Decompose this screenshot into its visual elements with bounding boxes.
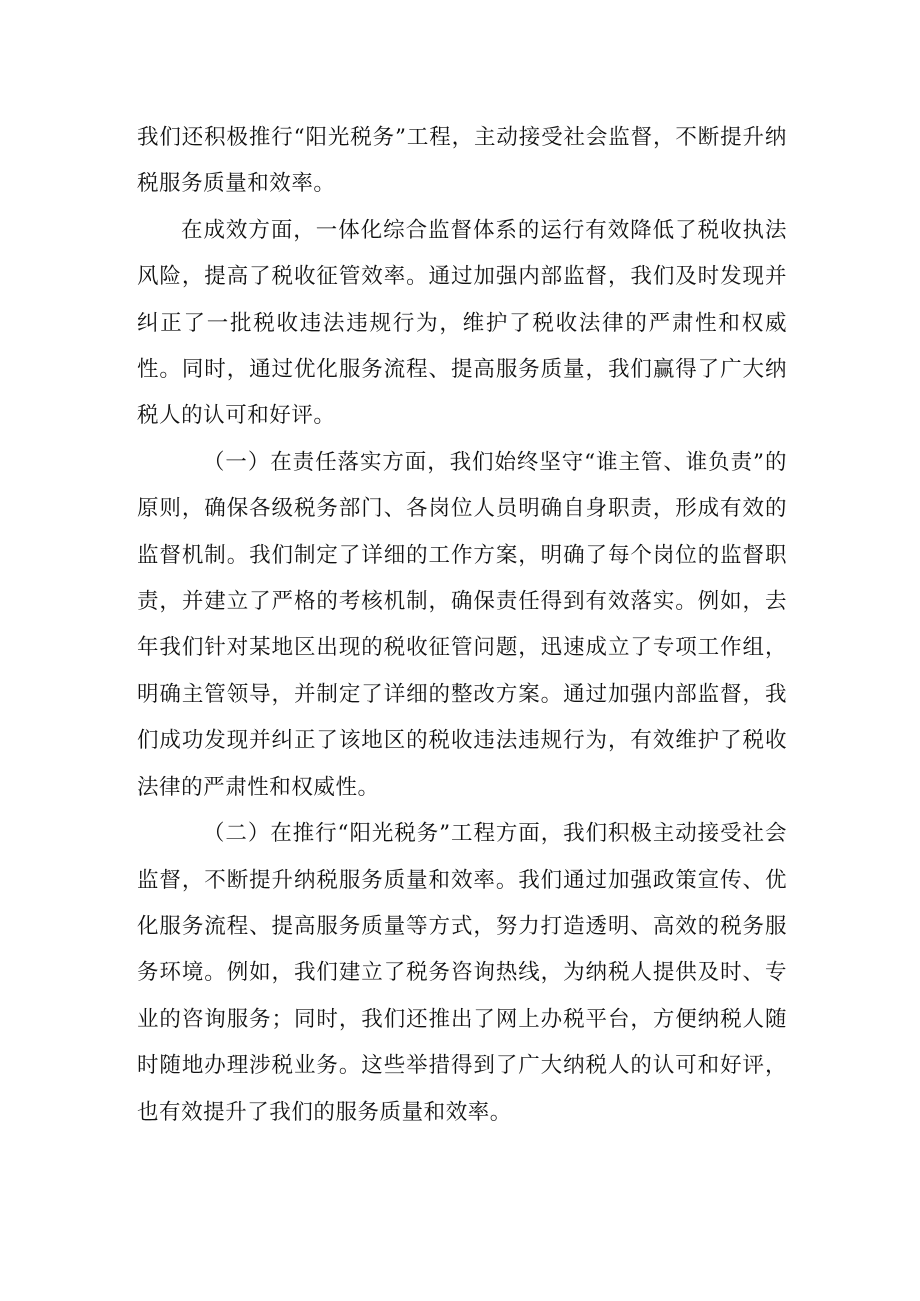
- paragraph-section-2: （二）在推行“阳光税务”工程方面，我们积极主动接受社会监督，不断提升纳税服务质量和效率。我们通过加强政策宣传、优化服务流程、提高服务质量等方式，努力打造透明、高效的税务服务环境。例如，我们建立了税务咨询热线，为纳税人提供及时、专业的咨询服务；同时，我们还推出了网上办税平台，方便纳税人随时随地办理涉税业务。这些举措得到了广大纳税人的认可和好评，也有效提升了我们的服务质量和效率。: [137, 821, 787, 1125]
- document-body: [137, 115, 787, 1136]
- paragraph-section-1: （一）在责任落实方面，我们始终坚守“谁主管、谁负责”的原则，确保各级税务部门、各岗位人员明确自身职责，形成有效的监督机制。我们制定了详细的工作方案，明确了每个岗位的监督职责，并建立了严格的考核机制，确保责任得到有效落实。例如，去年我们针对某地区出现的税收征管问题，迅速成立了专项工作组，明确主管领导，并制定了详细的整改方案。通过加强内部监督，我们成功发现并纠正了该地区的税收违法违规行为，有效维护了税收法律的严肃性和权威性。: [137, 449, 787, 800]
- paragraph-results: 在成效方面，一体化综合监督体系的运行有效降低了税收执法风险，提高了税收征管效率。通过加强内部监督，我们及时发现并纠正了一批税收违法违规行为，维护了税收法律的严肃性和权威性。同时，通过优化服务流程、提高服务质量，我们赢得了广大纳税人的认可和好评。: [137, 217, 787, 429]
- paragraph-continuation: 我们还积极推行“阳光税务”工程，主动接受社会监督，不断提升纳税服务质量和效率。: [137, 125, 787, 197]
